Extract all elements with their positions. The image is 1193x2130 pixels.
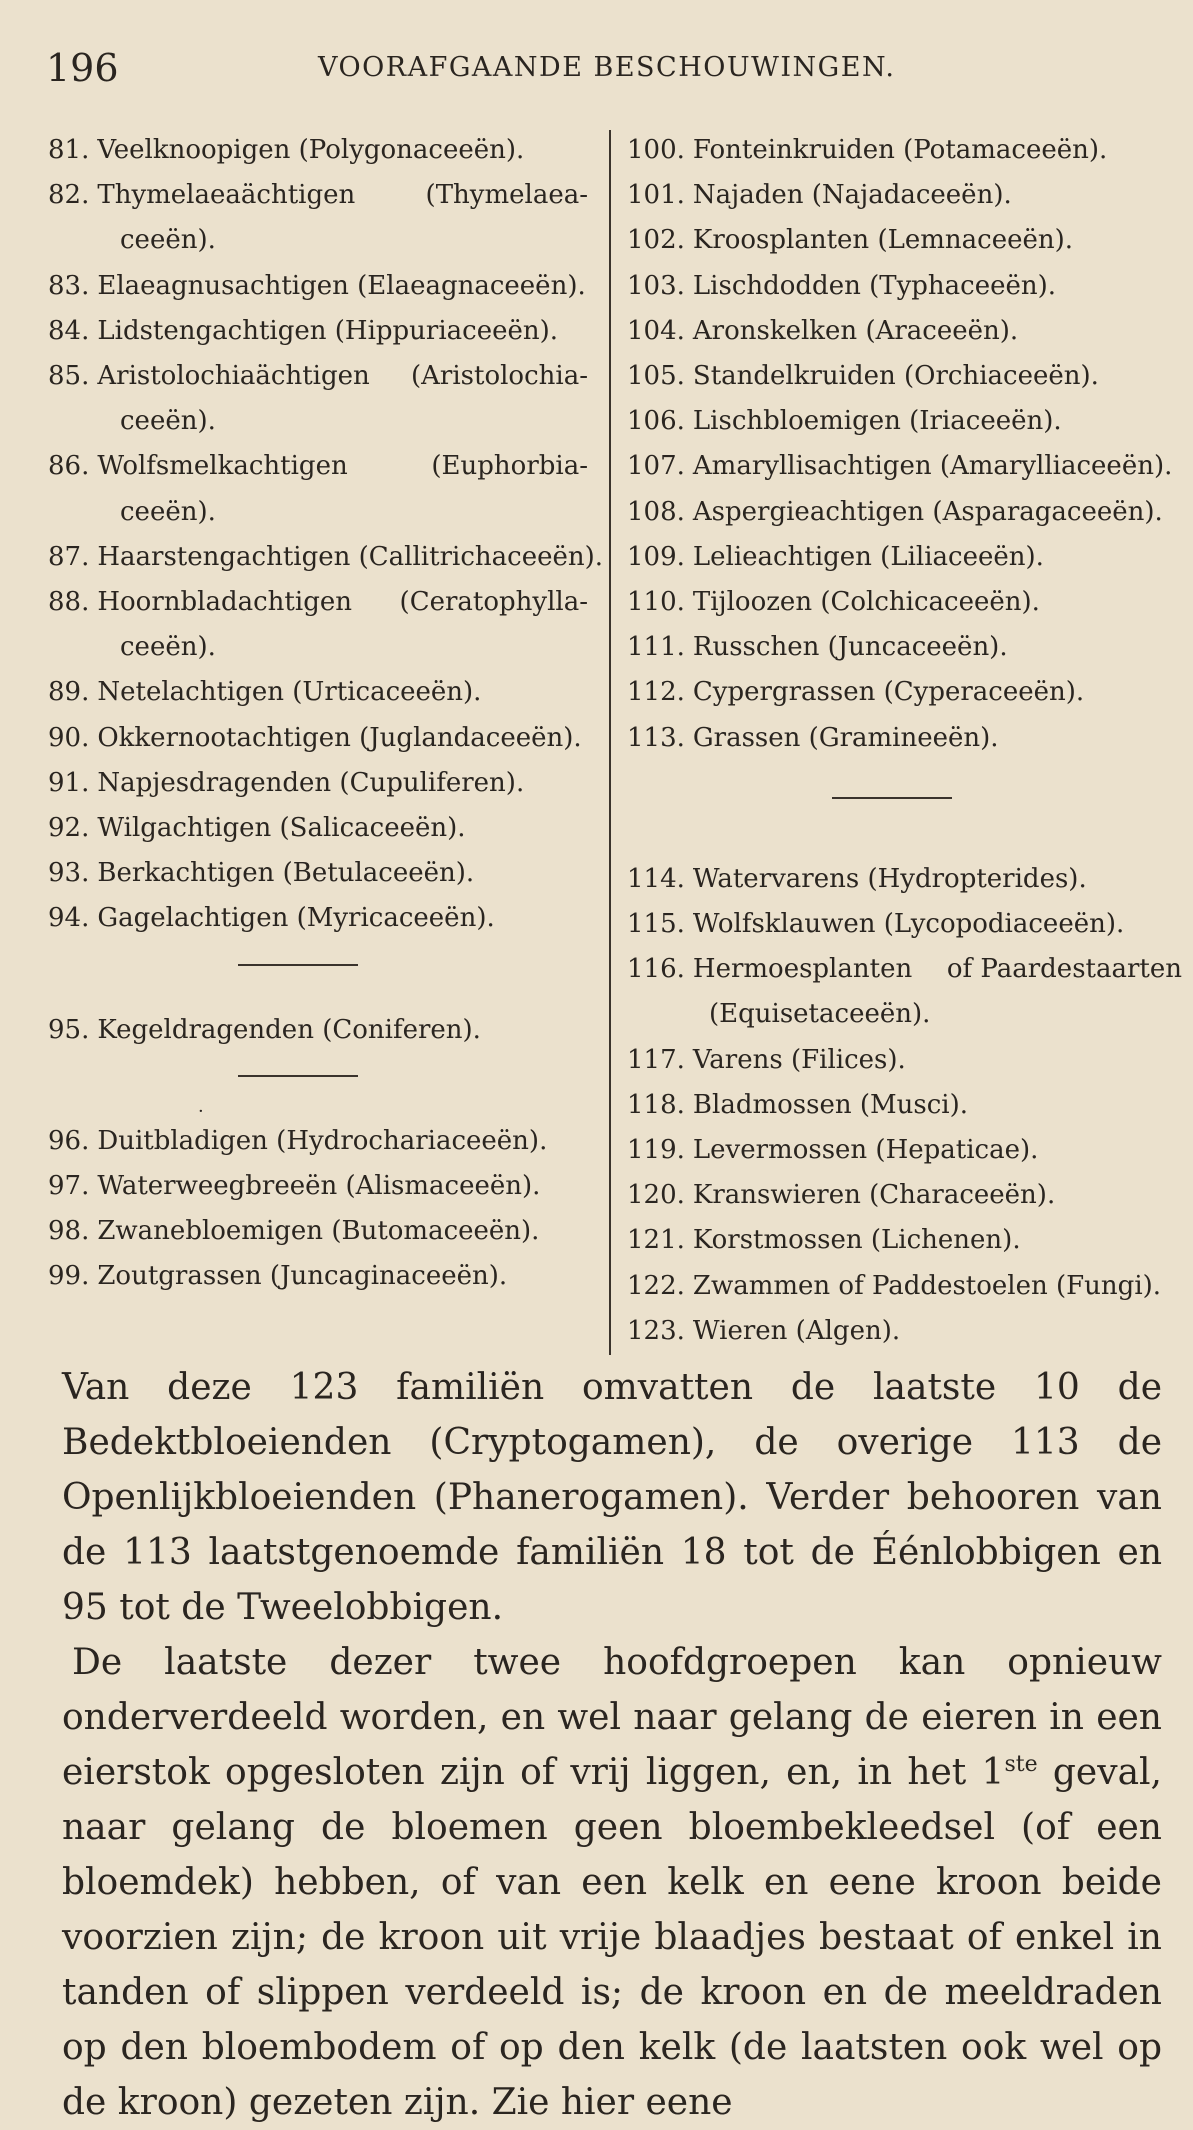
family-number: 103. [627, 270, 685, 301]
family-name: Kegeldragenden (Coniferen). [97, 1014, 481, 1045]
family-latin-start: (Ceratophylla- [399, 587, 588, 618]
family-entry [627, 1038, 1187, 1083]
family-name: Standelkruiden (Orchiaceeën). [692, 361, 1099, 392]
family-name: Kroosplanten (Lemnaceeën). [692, 225, 1074, 256]
family-entry [627, 309, 1187, 354]
family-name: Lelieachtigen (Liliaceeën). [692, 541, 1044, 572]
family-entry [627, 128, 1187, 173]
family-number: 112. [627, 677, 685, 708]
family-number: 108. [627, 496, 685, 527]
family-entry [48, 309, 603, 354]
family-number: 111. [627, 632, 685, 663]
family-number: 88. [48, 587, 90, 618]
left-column [48, 128, 603, 1300]
family-number: 90. [48, 722, 90, 753]
family-latin-start: (Aristolochia- [411, 361, 588, 392]
family-name: Zoutgrassen (Juncaginaceeën). [97, 1261, 508, 1292]
family-name: Wolfsklauwen (Lycopodiaceeën). [692, 909, 1125, 940]
family-entry [48, 851, 603, 896]
paragraph-2-superscript: ste [1004, 1752, 1038, 1777]
family-entry [627, 218, 1187, 263]
family-name: Gagelachtigen (Myricaceeën). [97, 903, 495, 934]
family-name: Waterweegbreeën (Alismaceeën). [97, 1171, 541, 1202]
family-continuation: ceeën). [120, 225, 216, 256]
family-entry [627, 1173, 1187, 1218]
family-number: 83. [48, 270, 90, 301]
family-number: 89. [48, 677, 90, 708]
family-latin-start: of Paardestaarten [946, 954, 1182, 985]
family-name: Kranswieren (Characeeën). [692, 1180, 1056, 1211]
family-list-group-2 [48, 1008, 603, 1053]
family-name: Grassen (Gramineeën). [692, 722, 999, 753]
family-name: Berkachtigen (Betulaceeën). [97, 858, 475, 889]
family-name: Cypergrassen (Cyperaceeën). [692, 677, 1085, 708]
family-entry [48, 1254, 603, 1299]
family-name: Amaryllisachtigen (Amarylliaceeën). [692, 451, 1173, 482]
family-number: 98. [48, 1216, 90, 1247]
family-number: 123. [627, 1315, 685, 1346]
family-number: 105. [627, 361, 685, 392]
paragraph-2-part-a: De laatste dezer twee hoofdgroepen kan opnieuw onderverdeeld worden, en wel naar gelang de eieren in een eierstok opgesloten zijn of vrij liggen, en, in het 1 [62, 1642, 1162, 1793]
family-entry [627, 354, 1187, 399]
running-title: VOORAFGAANDE BESCHOUWINGEN. [318, 52, 896, 83]
family-number: 96. [48, 1125, 90, 1156]
family-number: 107. [627, 451, 685, 482]
family-list-group-3 [48, 1119, 603, 1300]
family-number: 119. [627, 1135, 685, 1166]
family-entry [627, 947, 1187, 1037]
family-number: 122. [627, 1270, 685, 1301]
family-name: Thymelaeaächtigen [97, 180, 356, 211]
family-number: 99. [48, 1261, 90, 1292]
family-entry [48, 264, 603, 309]
paragraph-2 [62, 1635, 1162, 2130]
family-name: Levermossen (Hepaticae). [692, 1135, 1039, 1166]
family-entry [48, 1119, 603, 1164]
family-latin-start: (Thymelaea- [425, 180, 588, 211]
family-name: Fonteinkruiden (Potamaceeën). [692, 135, 1108, 165]
family-number: 120. [627, 1180, 685, 1211]
family-name: Veelknoopigen (Polygonaceeën). [97, 135, 525, 165]
family-number: 87. [48, 541, 90, 572]
column-divider [609, 130, 611, 1355]
paragraph-2-part-b: geval, naar gelang de bloemen geen bloembekleedsel (of een bloemdek) hebben, of van een kelk en eene kroon beide voorzien zijn; de kroon uit vrije blaadjes bestaat of enkel in tanden of slippen verdeeld is; de kroon en de meeldraden op den bloembodem of op den kelk (de laatsten ook wel op de kroon) gezeten zijn. Zie hier eene [62, 1752, 1162, 2123]
family-entry [627, 1083, 1187, 1128]
page-number: 196 [46, 46, 119, 90]
family-entry [48, 580, 603, 670]
family-number: 104. [627, 315, 685, 346]
family-name: Lidstengachtigen (Hippuriaceeën). [97, 315, 559, 346]
body-text [62, 1360, 1162, 2130]
family-number: 110. [627, 587, 685, 618]
family-number: 92. [48, 813, 90, 844]
family-name: Aspergieachtigen (Asparagaceeën). [692, 496, 1163, 527]
family-entry [48, 1164, 603, 1209]
page-header [0, 42, 1193, 94]
family-name: Tijloozen (Colchicaceeën). [692, 587, 1040, 618]
family-entry [48, 535, 603, 580]
family-name: Lischbloemigen (Iriaceeën). [692, 406, 1062, 437]
family-number: 116. [627, 954, 685, 985]
family-entry [48, 716, 603, 761]
family-number: 94. [48, 903, 90, 934]
family-continuation: ceeën). [120, 496, 216, 527]
family-number: 85. [48, 361, 90, 392]
family-number: 95. [48, 1014, 90, 1045]
family-number: 118. [627, 1089, 685, 1120]
family-name: Wilgachtigen (Salicaceeën). [97, 813, 466, 844]
family-entry [627, 580, 1187, 625]
family-entry [48, 354, 603, 444]
section-rule [627, 761, 1187, 857]
family-list-group-1 [48, 128, 603, 942]
family-entry [627, 399, 1187, 444]
family-number: 106. [627, 406, 685, 437]
family-entry [627, 857, 1187, 902]
family-entry [627, 902, 1187, 947]
family-name: Netelachtigen (Urticaceeën). [97, 677, 482, 708]
family-latin-start: (Euphorbia- [431, 451, 588, 482]
section-rule [48, 942, 603, 1008]
family-name: Elaeagnusachtigen (Elaeagnaceeën). [97, 270, 586, 301]
family-number: 102. [627, 225, 685, 256]
family-name: Hermoesplanten [692, 954, 913, 985]
family-name: Wieren (Algen). [692, 1315, 901, 1346]
family-name: Aristolochiaächtigen [97, 361, 370, 392]
family-entry [48, 444, 603, 534]
family-number: 84. [48, 315, 90, 346]
family-entry [48, 670, 603, 715]
family-name: Korstmossen (Lichenen). [692, 1225, 1021, 1256]
family-entry [48, 1209, 603, 1254]
family-name: Aronskelken (Araceeën). [692, 315, 1019, 346]
family-entry [627, 716, 1187, 761]
paragraph-1: Van deze 123 familiën omvatten de laatste 10 de Bedektbloeienden (Cryptogamen), de overige 113 de Openlijkbloeienden (Phanerogamen). Verder behooren van de 113 laatstgenoemde familiën 18 tot de Éénlobbigen en 95 tot de Tweelobbigen. [62, 1367, 1162, 1628]
family-name: Duitbladigen (Hydrochariaceeën). [97, 1125, 548, 1156]
family-list-group-4 [627, 128, 1187, 761]
family-number: 97. [48, 1171, 90, 1202]
family-number: 100. [627, 135, 685, 165]
family-name: Wolfsmelkachtigen [97, 451, 348, 482]
family-name: Najaden (Najadaceeën). [692, 180, 1012, 211]
family-continuation: ceeën). [120, 632, 216, 663]
family-number: 86. [48, 451, 90, 482]
family-name: Bladmossen (Musci). [692, 1089, 968, 1120]
family-list-group-5 [627, 857, 1187, 1354]
family-number: 114. [627, 863, 685, 894]
family-entry [48, 896, 603, 941]
family-entry [627, 1264, 1187, 1309]
family-name: Napjesdragenden (Cupuliferen). [97, 767, 525, 798]
family-continuation: ceeën). [120, 406, 216, 437]
family-name: Zwanebloemigen (Butomaceeën). [97, 1216, 540, 1247]
family-name: Okkernootachtigen (Juglandaceeën). [97, 722, 582, 753]
family-entry [48, 806, 603, 851]
family-entry [627, 670, 1187, 715]
family-entry [627, 625, 1187, 670]
family-name: Lischdodden (Typhaceeën). [692, 270, 1057, 301]
family-entry [48, 173, 603, 263]
family-continuation: (Equisetaceeën). [709, 999, 931, 1030]
family-name: Haarstengachtigen (Callitrichaceeën). [97, 541, 604, 572]
right-column [627, 128, 1187, 1354]
family-number: 81. [48, 135, 90, 165]
family-entry [627, 444, 1187, 489]
family-entry [627, 535, 1187, 580]
family-number: 101. [627, 180, 685, 211]
family-name: Varens (Filices). [692, 1044, 906, 1075]
family-entry [627, 1128, 1187, 1173]
family-entry [48, 761, 603, 806]
family-entry [627, 264, 1187, 309]
stray-dot: · [198, 1100, 204, 1122]
family-name: Hoornbladachtigen [97, 587, 352, 618]
family-number: 91. [48, 767, 90, 798]
family-entry [48, 1008, 603, 1053]
family-name: Zwammen of Paddestoelen (Fungi). [692, 1270, 1162, 1301]
family-number: 93. [48, 858, 90, 889]
section-rule [48, 1053, 603, 1122]
family-number: 115. [627, 909, 685, 940]
family-entry [48, 128, 603, 173]
family-name: Watervarens (Hydropterides). [692, 863, 1087, 894]
family-entry [627, 1218, 1187, 1263]
family-number: 121. [627, 1225, 685, 1256]
family-number: 117. [627, 1044, 685, 1075]
family-entry [627, 173, 1187, 218]
family-number: 109. [627, 541, 685, 572]
family-number: 82. [48, 180, 90, 211]
family-entry [627, 1309, 1187, 1354]
family-name: Russchen (Juncaceeën). [692, 632, 1008, 663]
family-entry [627, 490, 1187, 535]
family-number: 113. [627, 722, 685, 753]
